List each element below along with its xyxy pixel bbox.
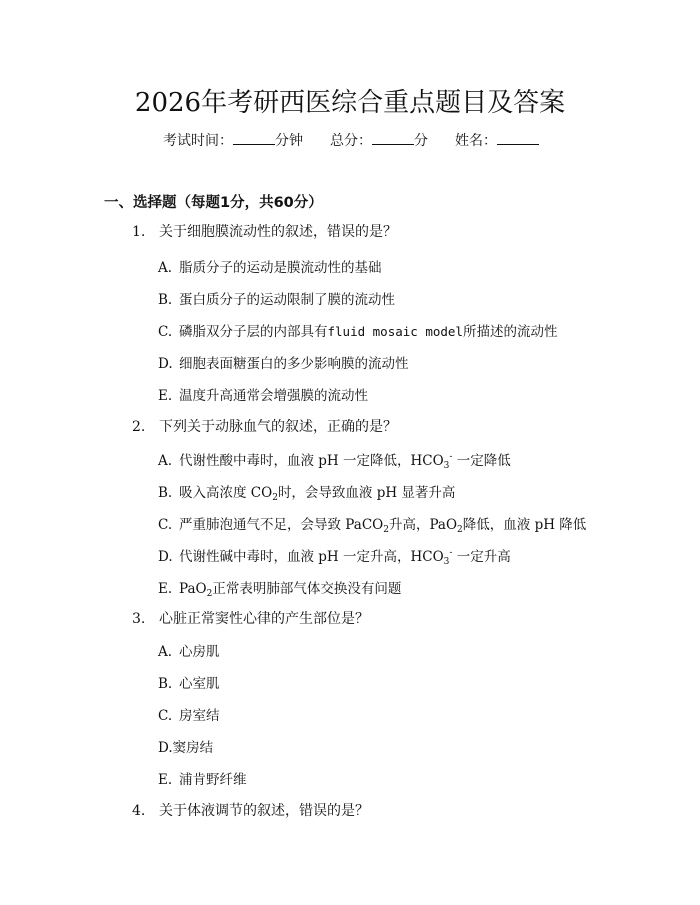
option-label: C.: [158, 517, 173, 533]
question-number: 3.: [132, 611, 146, 627]
q1-option-e: [158, 384, 368, 404]
q1-option-b: [158, 288, 395, 308]
question-number: 2.: [132, 419, 146, 435]
option-text: PaO: [179, 581, 207, 597]
q3-option-a: [158, 640, 220, 660]
option-text-end: 一定降低: [452, 453, 511, 469]
option-label: A.: [158, 453, 173, 469]
option-label: E.: [158, 581, 173, 597]
option-label: D.: [158, 549, 173, 565]
q2-option-b: [158, 481, 455, 503]
option-label: D.: [158, 356, 173, 372]
q2-option-e: [158, 577, 401, 599]
q2-option-d: [158, 545, 511, 567]
subscript: 2: [383, 525, 389, 535]
question-1: [132, 221, 397, 241]
option-text: 代谢性碱中毒时，血液 pH 一定升高，HCO: [179, 549, 444, 565]
option-label: A.: [158, 260, 173, 276]
subscript: 3: [443, 461, 450, 471]
question-stem: 心脏正常窦性心律的产生部位是？: [159, 611, 369, 627]
option-text: 浦肯野纤维: [179, 772, 247, 788]
question-2: [132, 416, 397, 436]
option-text: 细胞表面糖蛋白的多少影响膜的流动性: [179, 356, 409, 372]
question-stem: 关于体液调节的叙述，错误的是？: [159, 803, 369, 819]
subscript: 2: [457, 525, 463, 535]
subscript: 3: [443, 557, 450, 567]
q1-option-d: [158, 352, 409, 372]
total-score-unit: 分: [414, 133, 428, 149]
total-score-blank: [372, 132, 414, 145]
q2-option-a: [158, 449, 511, 471]
option-text-end: 正常表明肺部气体交换没有问题: [212, 581, 402, 597]
option-text-end: 时，会导致血液 pH 显著升高: [277, 485, 456, 501]
q3-option-c: [158, 704, 220, 724]
subscript: 2: [272, 493, 278, 503]
question-4: [132, 800, 369, 820]
option-text-end: 降低，血液 pH 降低: [462, 517, 587, 533]
option-label: D.: [158, 740, 173, 756]
q3-option-d: [158, 736, 213, 756]
q2-option-c: [158, 513, 586, 535]
question-number: 1.: [132, 224, 146, 240]
superscript: -: [449, 548, 453, 558]
option-label: B.: [158, 485, 173, 501]
option-label: E.: [158, 772, 173, 788]
q3-option-e: [158, 768, 247, 788]
option-text: 房室结: [179, 708, 220, 724]
option-label: C.: [158, 324, 173, 340]
option-label: A.: [158, 644, 173, 660]
option-label: B.: [158, 676, 173, 692]
superscript: -: [449, 452, 453, 462]
q3-option-b: [158, 672, 220, 692]
option-text: 心室肌: [179, 676, 220, 692]
option-label: B.: [158, 292, 173, 308]
name-field: [455, 130, 539, 150]
q1-option-a: [158, 256, 382, 276]
total-score-field: [330, 130, 428, 150]
option-text: 蛋白质分子的运动限制了膜的流动性: [179, 292, 395, 308]
exam-time-unit: 分钟: [275, 133, 303, 149]
exam-time-blank: [233, 132, 275, 145]
question-stem: 下列关于动脉血气的叙述，正确的是？: [159, 419, 397, 435]
exam-time-field: [163, 130, 303, 150]
option-text-mid: 升高，PaO: [388, 517, 458, 533]
question-number: 4.: [132, 803, 146, 819]
option-text: 温度升高通常会增强膜的流动性: [179, 388, 368, 404]
option-text: 吸入高浓度 CO: [179, 485, 273, 501]
subscript: 2: [206, 589, 213, 599]
option-text: 窦房结: [172, 740, 214, 756]
page-title: 2026年考研西医综合重点题目及答案: [134, 88, 566, 118]
name-label: 姓名：: [455, 133, 497, 149]
option-label: E.: [158, 388, 173, 404]
option-text-model: fluid mosaic model: [327, 324, 463, 339]
name-blank: [497, 132, 539, 145]
option-label: C.: [158, 708, 173, 724]
option-text: 心房肌: [179, 644, 220, 660]
option-text: 代谢性酸中毒时，血液 pH 一定降低，HCO: [179, 453, 444, 469]
section-heading: 一、选择题（每题1分，共60分）: [104, 195, 323, 211]
option-text-post: 所描述的流动性: [462, 324, 558, 340]
total-score-label: 总分：: [330, 133, 372, 149]
option-text: 脂质分子的运动是膜流动性的基础: [179, 260, 382, 276]
q1-option-c: [158, 320, 557, 340]
question-stem: 关于细胞膜流动性的叙述，错误的是？: [159, 224, 397, 240]
option-text: 严重肺泡通气不足，会导致 PaCO: [179, 517, 384, 533]
exam-time-label: 考试时间：: [163, 133, 233, 149]
option-text-end: 一定升高: [452, 549, 511, 565]
question-3: [132, 608, 369, 628]
option-text-pre: 磷脂双分子层的内部具有: [179, 324, 328, 340]
